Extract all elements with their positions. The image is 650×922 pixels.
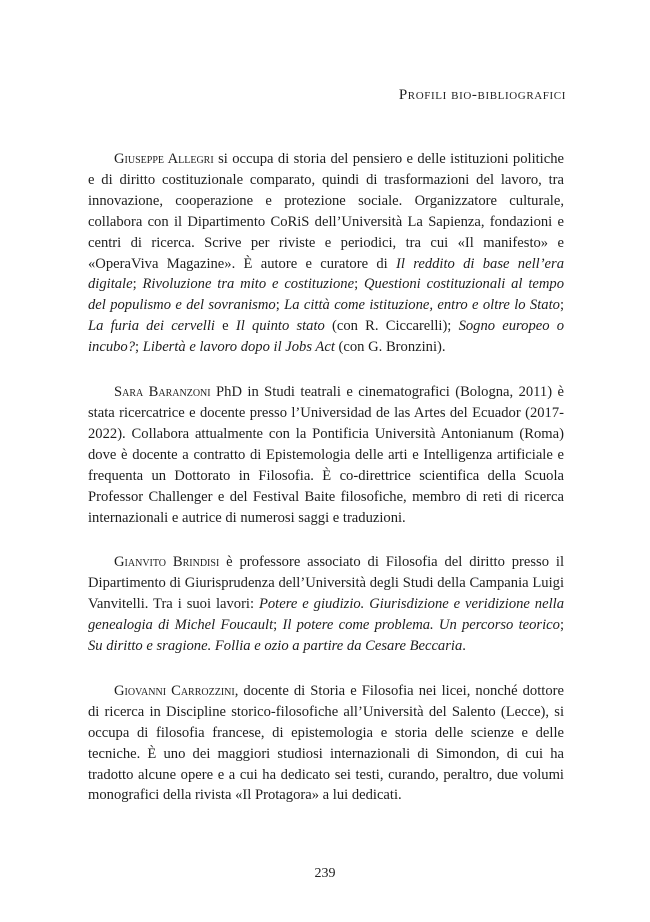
work-title: Potere e giudizio. Giurisdizione e veridizione nella genealogia di Michel Foucault (88, 596, 564, 634)
bio-text: ; (132, 276, 143, 293)
work-title: Il quinto stato (235, 318, 325, 335)
work-title: Rivoluzione tra mito e costituzione (142, 276, 355, 293)
bio-text: ; (135, 339, 143, 356)
author-name: Sara Baranzoni (114, 384, 211, 401)
bio-text: (con R. Ciccarelli); (324, 318, 459, 335)
work-title: Su diritto e sragione. Follia e ozio a partire da Cesare Beccaria (88, 638, 463, 655)
work-title: Sogno europeo o incubo? (88, 318, 565, 356)
page-number: 239 (314, 866, 336, 881)
author-name: Gianvito Brindisi (114, 554, 220, 571)
bio-text: . (462, 638, 466, 655)
bio-text: ; (275, 297, 285, 314)
bio-text: (con G. Bronzini). (334, 339, 446, 356)
bio-list (88, 149, 564, 830)
work-title: Questioni costituzionali al tempo del populismo e del sovranismo (88, 276, 564, 314)
running-head: Profili bio-bibliografici (398, 87, 566, 103)
bio-text: ; (559, 297, 564, 314)
bio-text: e (214, 318, 236, 335)
bio-entry (88, 552, 564, 657)
author-name: Giovanni Carrozzini (114, 682, 235, 699)
author-name: Giuseppe Allegri (114, 151, 214, 167)
work-title: Il potere come problema. Un percorso teorico (282, 617, 560, 634)
work-title: Il reddito di base nell’era digitale (88, 255, 565, 293)
bio-entry (88, 681, 564, 806)
work-title: La furia dei cervelli (88, 318, 215, 335)
bio-text: ; (354, 276, 364, 293)
work-title: La città come istituzione, entro e oltre lo Stato (284, 297, 560, 314)
bio-text: PhD in Studi teatrali e cinematografici (Bologna, 2011) è stata ricercatrice e docente presso l’Universidad de las Artes del Ecuador (2017-2022). Collabora attualmente con la Pontificia Università Antonianum (Roma) dove è docente a contratto di Epistemologia delle arti e Intelligenza artificiale e frequenta un Dottorato in Filosofia. È co-direttrice scientifica della Scuola Professor Challenger e del Festival Baite filosofiche, membro di reti di ricerca internazionali e autrice di numerosi saggi e traduzioni. (88, 384, 564, 526)
bio-text: ; (559, 617, 564, 634)
bio-text: , docente di Storia e Filosofia nei licei, nonché dottore di ricerca in Discipline storico-filosofiche all’Università del Salento (Lecce), si occupa di filosofia francese, di epistemologia e storia delle scienze e delle tecniche. È uno dei maggiori studiosi internazionali di Simondon, di cui ha tradotto alcune opere e a cui ha dedicato sei testi, curando, peraltro, due volumi monografici della rivista «Il Protagora» a lui dedicati. (88, 682, 564, 804)
bio-entry (88, 382, 564, 528)
bio-text: è professore associato di Filosofia del diritto presso il Dipartimento di Giurisprudenza dell’Università degli Studi della Campania Luigi Vanvitelli. Tra i suoi lavori: (88, 554, 565, 613)
bio-entry (88, 149, 564, 358)
bio-text: si occupa di storia del pensiero e delle istituzioni politiche e di diritto costituzionale comparato, quindi di trasformazioni del lavoro, tra innovazione, cooperazione e protezione sociale. Organizzatore culturale, collabora con il Dipartimento CoRiS dell’Università La Sapienza, fondazioni e centri di ricerca. Scrive per riviste e periodici, tra cui «Il manifesto» e «OperaViva Magazine». È autore e curatore di (88, 151, 564, 272)
work-title: Libertà e lavoro dopo il Jobs Act (142, 339, 335, 356)
bio-text: ; (273, 617, 283, 634)
